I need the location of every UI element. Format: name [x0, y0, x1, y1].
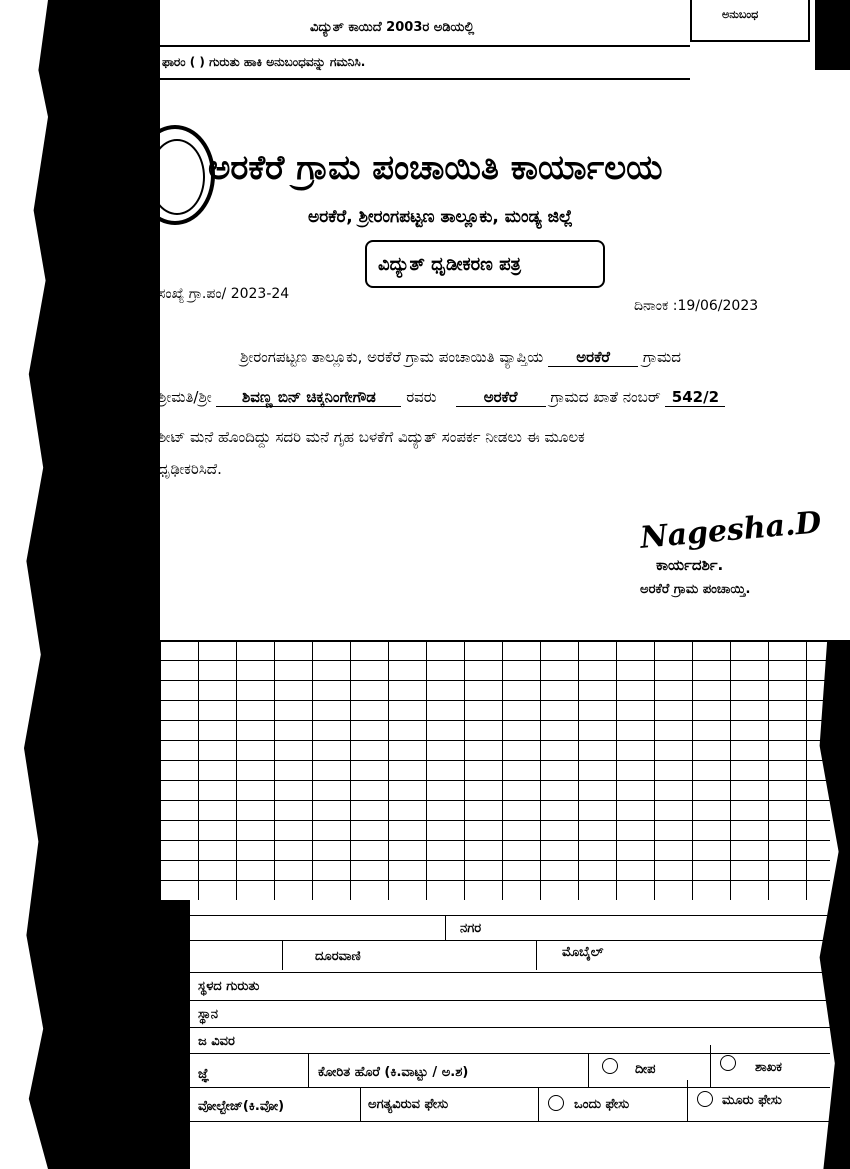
divider	[150, 45, 690, 47]
annexure-label: ಅನುಬಂಧ	[722, 8, 759, 21]
cell-divider	[308, 1053, 309, 1087]
cell-divider	[710, 1045, 711, 1087]
office-title: ಅರಕೆರೆ ಗ್ರಾಮ ಪಂಚಾಯಿತಿ ಕಾರ್ಯಾಲಯ	[208, 148, 663, 188]
cell-divider	[687, 1080, 688, 1121]
body-text: ರವರು	[406, 388, 437, 406]
form-row	[190, 1027, 830, 1028]
form-row	[190, 1000, 830, 1001]
light-option-label: ದೀಪ	[635, 1062, 656, 1077]
body-text: ಶ್ರೀಮತಿ/ಶ್ರೀ	[158, 388, 212, 406]
power-option-label: ಶಾಖಕ	[755, 1060, 783, 1075]
signatory-title: ಕಾರ್ಯದರ್ಶಿ.	[656, 556, 724, 574]
scan-dark-corner	[815, 0, 850, 70]
mobile-label: ಮೊಬೈಲ್	[562, 945, 604, 960]
body-text: ಗ್ರಾಮದ ಖಾತೆ ನಂಬರ್	[550, 388, 661, 406]
cell-divider	[445, 915, 446, 940]
cell-divider	[282, 940, 283, 970]
form-row-label: ಜ್ಞೆ	[198, 1067, 210, 1082]
power-radio[interactable]	[720, 1055, 736, 1071]
body-line-3: ಶೀಟ್ ಮನೆ ಹೊಂದಿದ್ದು ಸದರಿ ಮನೆ ಗೃಹ ಬಳಕೆಗೆ ವಿದ್ಯುತ್ ಸಂಪರ್ಕ ನೀಡಲು ಈ ಮೂಲಕ	[158, 428, 585, 446]
signature: Nagesha.D	[638, 505, 823, 556]
certificate-title: ವಿದ್ಯುತ್ ಧೃಡೀಕರಣ ಪತ್ರ	[378, 254, 521, 275]
phase-label: ಅಗತ್ಯವಿರುವ ಫೇಸು	[368, 1097, 449, 1112]
form-row	[190, 1121, 830, 1122]
office-seal-icon	[135, 125, 215, 225]
applicant-name-field: ಶಿವಣ್ಣ ಬಿನ್ ಚಿಕ್ಕನಿಂಗೇಗೌಡ	[216, 388, 401, 407]
signatory-office: ಅರಕೆರೆ ಗ್ರಾಮ ಪಂಚಾಯ್ತಿ.	[640, 582, 751, 597]
three-phase-label: ಮೂರು ಫೇಸು	[722, 1093, 782, 1108]
load-label: ಕೋರಿತ ಹೊರೆ (ಕಿ.ವಾಟ್ಟು / ಅ.ಶ)	[318, 1065, 469, 1080]
single-phase-radio[interactable]	[548, 1095, 564, 1111]
city-label: ನಗರ	[460, 921, 482, 936]
form-row-label: ಸ್ಥಾನ	[198, 1007, 219, 1022]
village-field: ಅರಕೆರೆ	[456, 388, 546, 407]
single-phase-label: ಒಂದು ಫೇಸು	[574, 1097, 630, 1112]
office-address: ಅರಕೆರೆ, ಶ್ರೀರಂಗಪಟ್ಟಣ ತಾಲ್ಲೂಕು, ಮಂಡ್ಯ ಜಿಲ್ಲೆ	[308, 207, 573, 227]
annexure-box	[690, 0, 810, 42]
landmark-label: ಸ್ಥಳದ ಗುರುತು	[198, 979, 260, 994]
form-row	[190, 1053, 830, 1054]
cell-divider	[360, 1087, 361, 1121]
village-field: ಅರಕೆರೆ	[548, 348, 638, 367]
phone-label: ದೂರವಾಣಿ	[315, 949, 361, 964]
body-text: ಶ್ರೀರಂಗಪಟ್ಟಣ ತಾಲ್ಲೂಕು, ಅರಕೆರೆ ಗ್ರಾಮ ಪಂಚಾಯಿತಿ ವ್ಯಾಪ್ತಿಯ	[240, 348, 544, 366]
voltage-label: ವೋಲ್ಟೇಜ್(ಕಿ.ವೋ)	[198, 1099, 285, 1114]
form-row	[190, 940, 830, 941]
light-radio[interactable]	[602, 1058, 618, 1074]
act-reference: ವಿದ್ಯುತ್ ಕಾಯಿದೆ 2003ರ ಅಡಿಯಲ್ಲಿ	[310, 20, 475, 35]
reference-number: ಸಂಖ್ಯೆ ಗ್ರಾ.ಪಂ/ 2023-24	[158, 286, 290, 302]
cell-divider	[536, 940, 537, 970]
khata-number-field: 542/2	[665, 388, 725, 407]
form-row	[190, 1087, 830, 1088]
form-instruction: ಫಾರಂ ( ) ಗುರುತು ಹಾಕಿ ಅನುಬಂಧವನ್ನು ಗಮನಿಸಿ.	[162, 55, 366, 69]
cell-divider	[588, 1053, 589, 1087]
cell-divider	[538, 1087, 539, 1121]
body-line-1	[240, 348, 681, 367]
body-line-4: ಧೃಢೀಕರಿಸಿದೆ.	[158, 460, 222, 478]
body-line-2	[158, 388, 725, 407]
scan-dark-margin-lower	[160, 900, 190, 1169]
form-row	[190, 915, 830, 916]
body-text: ಗ್ರಾಮದ	[642, 348, 681, 366]
ruled-grid	[160, 640, 830, 900]
certificate-date: ದಿನಾಂಕ :19/06/2023	[634, 298, 759, 314]
form-row-label: ಜ ವಿವರ	[198, 1034, 235, 1049]
previous-page-header	[150, 0, 690, 80]
form-row	[190, 972, 830, 973]
three-phase-radio[interactable]	[697, 1091, 713, 1107]
